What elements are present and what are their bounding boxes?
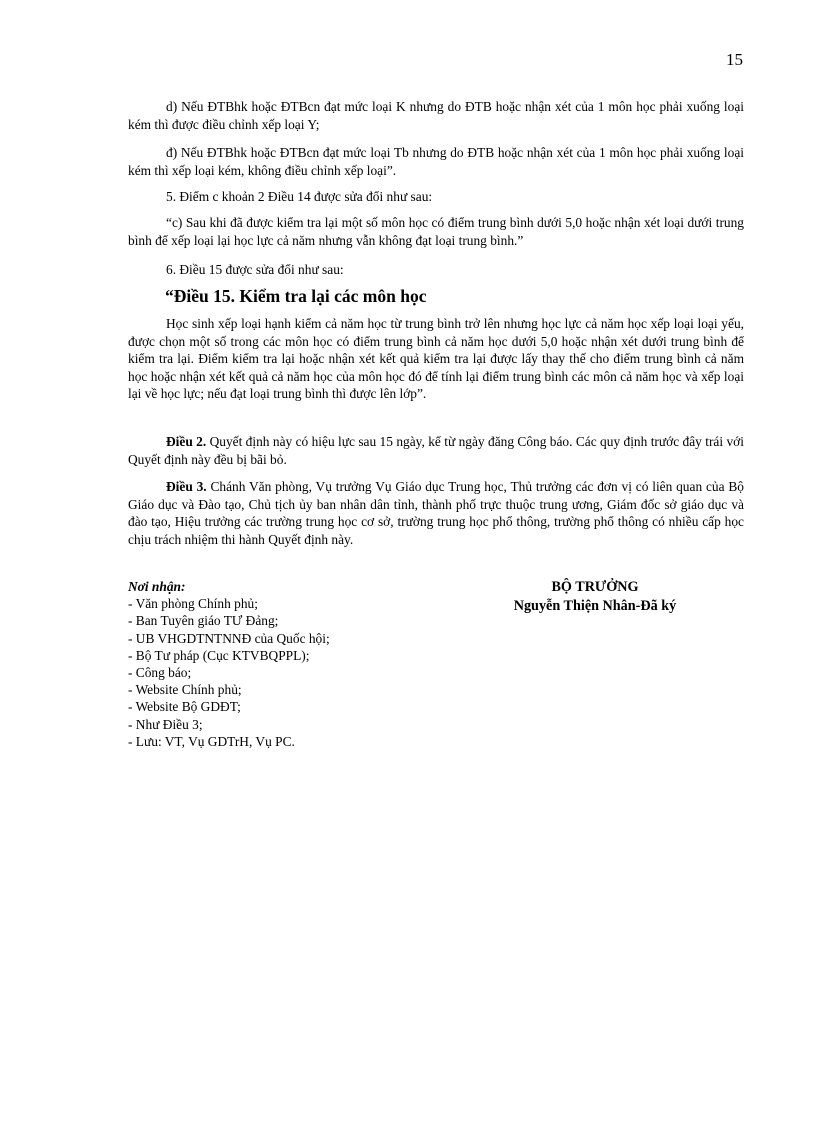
recipients-block xyxy=(128,578,330,750)
page-number: 15 xyxy=(726,50,743,69)
recipients-list xyxy=(128,595,330,750)
article-3-label: Điều 3. xyxy=(166,479,207,494)
signature-title: BỘ TRƯỞNG xyxy=(551,579,639,595)
signature-name: Nguyễn Thiện Nhân-Đã ký xyxy=(513,598,677,614)
article-2-text: Quyết định này có hiệu lực sau 15 ngày, kể từ ngày đăng Công báo. Các quy định trước đây trái với Quyết định này đều bị bãi bỏ. xyxy=(128,434,744,467)
recipient-item: - Bộ Tư pháp (Cục KTVBQPPL); xyxy=(128,647,310,663)
recipients-title: Nơi nhận: xyxy=(128,579,186,594)
recipient-item: - Lưu: VT, Vụ GDTrH, Vụ PC. xyxy=(128,733,295,749)
article-3-text: Chánh Văn phòng, Vụ trưởng Vụ Giáo dục Trung học, Thủ trưởng các đơn vị có liên quan của Bộ Giáo dục và Đào tạo, Chủ tịch ủy ban nhân dân tỉnh, thành phố trực thuộc trung ương, Giám đốc sở giáo dục và đào tạo, Hiệu trưởng các trường trung học cơ sở, trường trung học phổ thông, trường phổ thông có nhiều cấp học chịu trách nhiệm thi hành Quyết định này. xyxy=(128,479,744,547)
paragraph-article-2 xyxy=(128,433,744,468)
recipient-item: - Website Chính phủ; xyxy=(128,682,242,698)
recipient-item: - Như Điều 3; xyxy=(128,716,203,732)
signature-block xyxy=(470,578,720,616)
recipient-item: - Ban Tuyên giáo TƯ Đảng; xyxy=(128,613,279,629)
recipient-item: - Văn phòng Chính phủ; xyxy=(128,596,258,612)
recipient-item: - Công báo; xyxy=(128,665,192,681)
paragraph-item-dd: đ) Nếu ĐTBhk hoặc ĐTBcn đạt mức loại Tb nhưng do ĐTB hoặc nhận xét của 1 môn học phải xuống loại kém thì xếp loại kém, không điều chỉnh xếp loại”. xyxy=(128,145,744,178)
paragraph-amendment-6: 6. Điều 15 được sửa đổi như sau: xyxy=(166,262,344,277)
article-2-label: Điều 2. xyxy=(166,434,207,449)
paragraph-item-d: d) Nếu ĐTBhk hoặc ĐTBcn đạt mức loại K nhưng do ĐTB hoặc nhận xét của 1 môn học phải xuống loại kém thì được điều chỉnh xếp loại Y; xyxy=(128,99,744,132)
paragraph-amendment-5-quote: “c) Sau khi đã được kiểm tra lại một số môn học có điểm trung bình dưới 5,0 hoặc nhận xét loại dưới trung bình để xếp loại lại học lực cả năm nhưng vẫn không đạt loại trung bình.” xyxy=(128,215,744,248)
paragraph-article-3 xyxy=(128,478,744,548)
article-15-heading: “Điều 15. Kiểm tra lại các môn học xyxy=(165,286,427,306)
paragraph-article-15: Học sinh xếp loại hạnh kiểm cả năm học từ trung bình trở lên nhưng học lực cả năm học xếp loại loại yếu, được chọn một số trong các môn học có điểm trung bình cả năm học dưới 5,0 hoặc nhận xét dưới trung bình để kiểm tra lại. Điểm kiểm tra lại hoặc nhận xét kết quả kiểm tra lại được lấy thay thế cho điểm trung bình cả năm học hoặc nhận xét kết quả cả năm học của môn học đó để tính lại điểm trung bình các môn cả năm học và xếp loại lại về học lực; nếu đạt loại trung bình thì được lên lớp”. xyxy=(128,316,744,401)
paragraph-amendment-5: 5. Điểm c khoản 2 Điều 14 được sửa đổi như sau: xyxy=(166,189,433,204)
recipient-item: - UB VHGDTNTNNĐ của Quốc hội; xyxy=(128,630,330,646)
recipient-item: - Website Bộ GDĐT; xyxy=(128,699,241,715)
